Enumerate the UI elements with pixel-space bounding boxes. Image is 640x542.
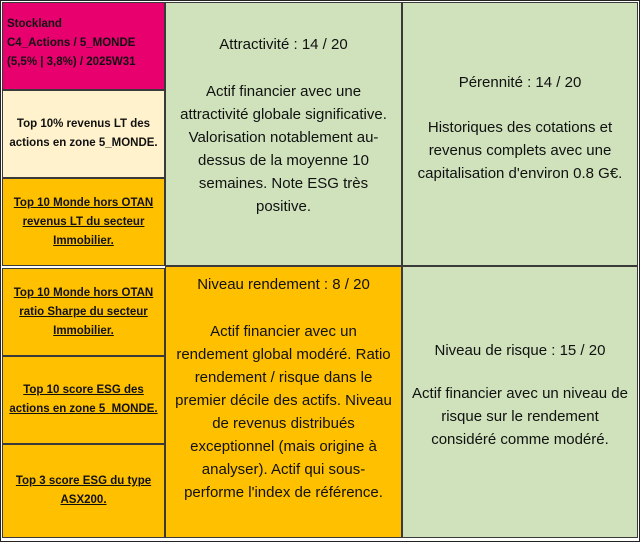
ranking-revenus-immobilier [2, 178, 165, 266]
attractivite-heading: Attractivité : 14 / 20 [219, 36, 348, 53]
risque-body: Actif financier avec un niveau de risque sur le rendement considéré comme modéré. [412, 385, 628, 448]
risque-heading: Niveau de risque : 15 / 20 [434, 342, 606, 359]
stock-name: Stockland [7, 18, 62, 30]
ranking-label: Top 10 score ESG des actions en zone 5_MONDE. [9, 384, 158, 415]
rendement-heading: Niveau rendement : 8 / 20 [197, 276, 370, 293]
stock-category: C4_Actions / 5_MONDE [7, 37, 136, 49]
stock-yield-week: (5,5% | 3,8%) / 2025W31 [7, 56, 136, 68]
ranking-revenus-zone [2, 90, 165, 178]
panel-attractivite [165, 2, 402, 266]
panel-perennite [402, 2, 638, 266]
stock-title [2, 2, 165, 90]
ranking-esg-zone [2, 356, 165, 444]
panel-risque [402, 266, 638, 538]
rendement-body: Actif financier avec un rendement global modéré. Ratio rendement / risque dans le premier décile des actifs. Niveau de revenus distribués exceptionnel (mais origine à analyser). Actif qui sous-performe l'index de référence. [175, 323, 392, 501]
ranking-label: Top 10% revenus LT des actions en zone 5_MONDE. [9, 118, 158, 149]
ranking-sharpe-immobilier [2, 268, 165, 356]
ranking-label: Top 3 score ESG du type ASX200. [15, 475, 152, 506]
panel-rendement [165, 266, 402, 538]
perennite-heading: Pérennité : 14 / 20 [458, 74, 582, 91]
ranking-esg-asx200 [2, 444, 165, 538]
perennite-body: Historiques des cotations et revenus complets avec une capitalisation d'environ 0.8 G€. [417, 119, 623, 182]
ranking-label: Top 10 Monde hors OTAN revenus LT du secteur Immobilier. [13, 196, 154, 247]
ranking-label: Top 10 Monde hors OTAN ratio Sharpe du secteur Immobilier. [13, 286, 154, 337]
attractivite-body: Actif financier avec une attractivité globale significative. Valorisation notablement au-dessus de la moyenne 10 semaines. Note ESG très positive. [180, 83, 387, 215]
